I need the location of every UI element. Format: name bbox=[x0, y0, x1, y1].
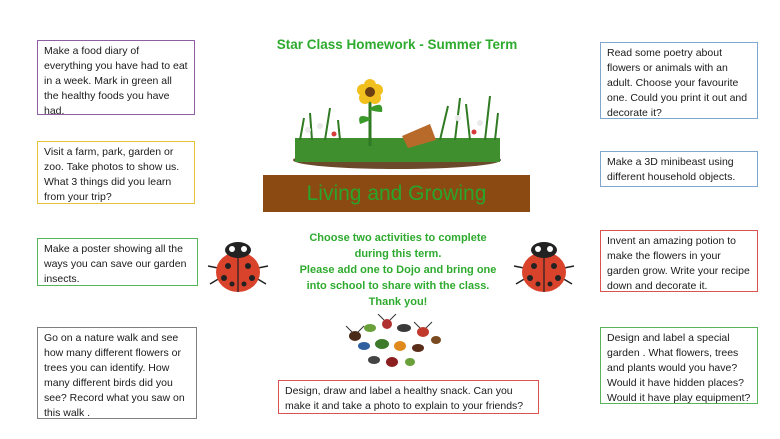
instruction-line: during this term. bbox=[354, 248, 442, 260]
activity-special-garden: Design and label a special garden . What flowers, trees and plants would you have? Would it have hidden places? Would it have play equipment? bbox=[600, 327, 758, 404]
ladybird-left-image bbox=[206, 238, 270, 296]
topic-banner bbox=[263, 175, 530, 212]
activity-minibeast: Make a 3D minibeast using different household objects. bbox=[600, 151, 758, 187]
page-title: Star Class Homework - Summer Term bbox=[276, 37, 518, 52]
activity-farm-visit: Visit a farm, park, garden or zoo. Take photos to show us. What 3 things did you learn from your trip? bbox=[37, 141, 195, 204]
banner-title: Living and Growing bbox=[306, 181, 487, 205]
instruction-line: Choose two activities to complete bbox=[309, 232, 487, 244]
activity-poetry: Read some poetry about flowers or animals with an adult. Choose your favourite one. Could you print it out and decorate it? bbox=[600, 42, 758, 119]
activity-potion: Invent an amazing potion to make the flowers in your garden grow. Write your recipe down and decorate it. bbox=[600, 230, 758, 292]
activity-poster: Make a poster showing all the ways you can save our garden insects. bbox=[37, 238, 198, 286]
garden-scene-image bbox=[290, 78, 505, 170]
instructions bbox=[288, 230, 508, 310]
instruction-line: Please add one to Dojo and bring one bbox=[299, 264, 497, 276]
activity-nature-walk: Go on a nature walk and see how many different flowers or trees you can identify. How many different birds did you see? Record what you saw on this walk . bbox=[37, 327, 197, 419]
instruction-line: Thank you! bbox=[368, 296, 428, 308]
instruction-line: into school to share with the class. bbox=[306, 280, 490, 292]
activity-food-diary: Make a food diary of everything you have had to eat in a week. Mark in green all the healthy foods you have had. bbox=[37, 40, 195, 115]
activity-healthy-snack: Design, draw and label a healthy snack. Can you make it and take a photo to explain to your friends? bbox=[278, 380, 539, 414]
minibeasts-image bbox=[344, 314, 444, 372]
ladybird-right-image bbox=[512, 238, 576, 296]
